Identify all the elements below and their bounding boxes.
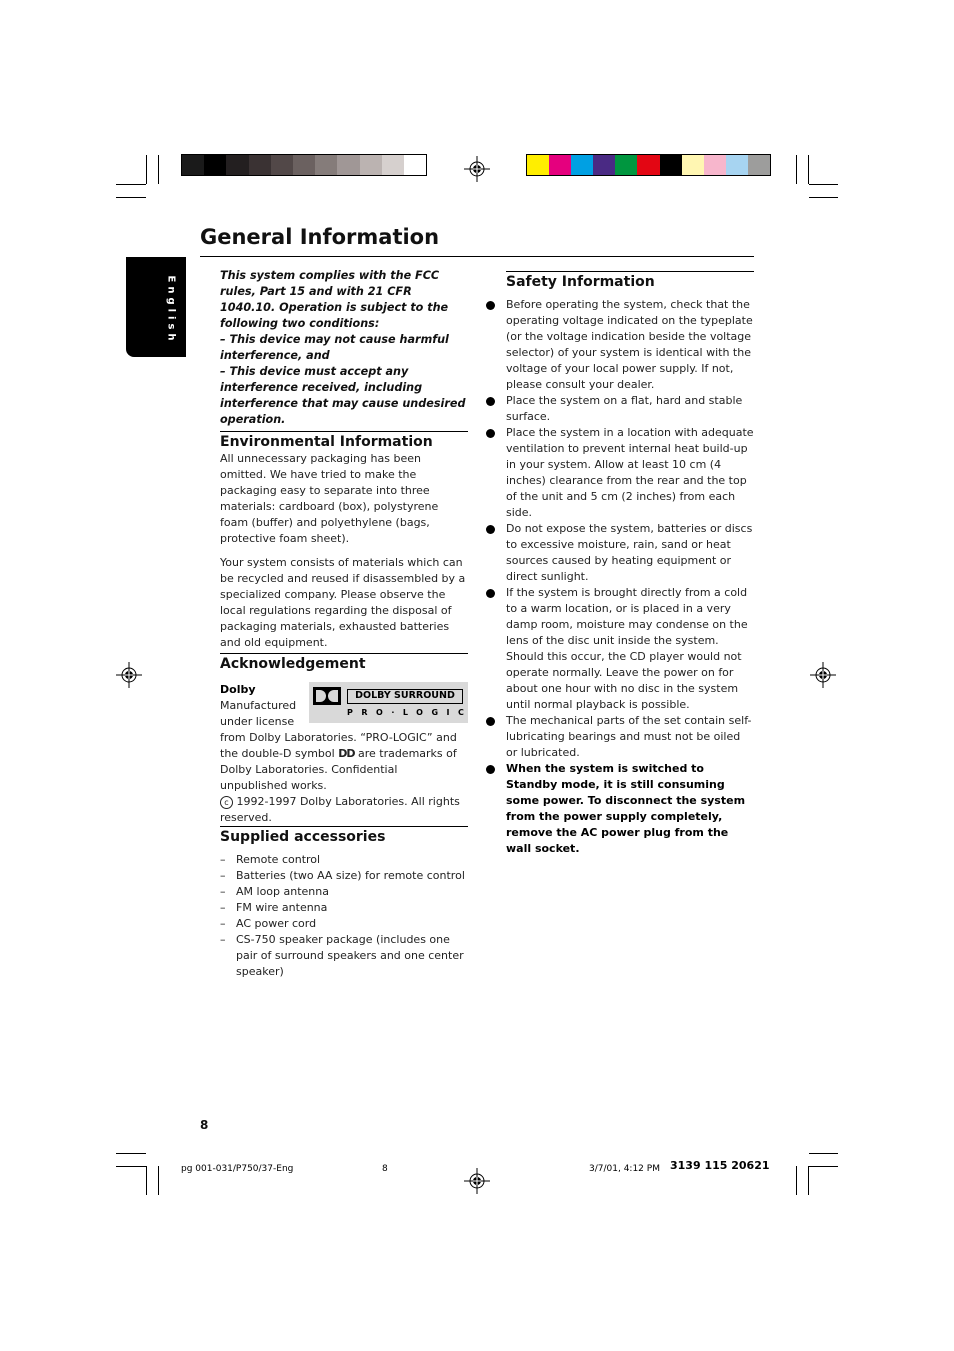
environmental-paragraph-1: All unnecessary packaging has been omitted. We have tried to make the packaging easy to separate into three materials: cardboard (box), polystyrene foam (buffer) and polyethylene (bags, protective foam sheet).	[220, 452, 439, 545]
footer-page: 8	[382, 1164, 388, 1174]
dolby-logo-name: DOLBY SURROUND	[347, 689, 463, 704]
copyright-icon: c	[220, 796, 233, 809]
color-swatch	[527, 155, 549, 175]
color-swatch	[182, 155, 204, 175]
color-swatch	[293, 155, 315, 175]
registration-mark-icon	[116, 662, 142, 688]
accessories-section	[220, 826, 468, 980]
bullet-icon	[486, 301, 495, 310]
list-item: – CS-750 speaker package (includes one pair of surround speakers and one center speaker)	[220, 932, 468, 980]
bullet-icon	[486, 765, 495, 774]
page-number: 8	[200, 1118, 209, 1132]
list-item: The mechanical parts of the set contain self-lubricating bearings and must not be oiled or lubricated.	[486, 713, 754, 761]
color-swatch	[571, 155, 593, 175]
dolby-logo	[309, 682, 473, 723]
dolby-text-line: Manufactured	[220, 699, 297, 712]
acknowledgement-heading: Acknowledgement	[220, 656, 366, 672]
list-item: – FM wire antenna	[220, 900, 468, 916]
footer-filename: pg 001-031/P750/37-Eng	[181, 1164, 294, 1174]
acknowledgement-section	[220, 653, 473, 826]
fcc-condition-2: – This device must accept any interference received, including interference that may cause undesired operation.	[220, 365, 466, 426]
color-swatch	[593, 155, 615, 175]
bullet-icon	[486, 717, 495, 726]
color-swatch	[549, 155, 571, 175]
list-item: – Batteries (two AA size) for remote control	[220, 868, 468, 884]
color-swatch	[249, 155, 271, 175]
accessories-list	[220, 852, 468, 980]
color-swatch	[337, 155, 359, 175]
color-swatch	[726, 155, 748, 175]
language-tab-label: English	[165, 275, 177, 345]
safety-heading: Safety Information	[506, 274, 655, 290]
color-bar	[526, 154, 771, 176]
list-item: – Remote control	[220, 852, 468, 868]
list-item: – AC power cord	[220, 916, 468, 932]
grayscale-bar	[181, 154, 427, 176]
color-swatch	[637, 155, 659, 175]
safety-list	[486, 297, 754, 857]
environmental-paragraph-2: Your system consists of materials which can be recycled and reused if disassembled by a specialized company. Please observe the local regulations regarding the disposal of packaging materials, exhausted batteries and old equipment.	[220, 556, 466, 649]
list-item: Place the system in a location with adequate ventilation to prevent internal heat build-up in your system. Allow at least 10 cm (4 inches) clearance from the rear and the top of the unit and 5 cm (2 inches) from each side.	[486, 425, 754, 521]
standby-warning: When the system is switched to Standby mode, it is still consuming some power. To disconnect the system from the power supply completely, remove the AC power plug from the wall socket.	[486, 761, 754, 857]
safety-section	[486, 271, 754, 857]
list-item: – AM loop antenna	[220, 884, 468, 900]
color-swatch	[704, 155, 726, 175]
color-swatch	[660, 155, 682, 175]
fcc-condition-1: – This device may not cause harmful interference, and	[220, 333, 449, 362]
title-divider	[200, 256, 754, 257]
accessories-heading: Supplied accessories	[220, 829, 386, 845]
environmental-heading: Environmental Information	[220, 434, 433, 450]
footer-date: 3/7/01, 4:12 PM	[589, 1164, 660, 1174]
color-swatch	[382, 155, 404, 175]
dolby-subheading: Dolby	[220, 683, 256, 696]
color-swatch	[404, 155, 426, 175]
color-swatch	[271, 155, 293, 175]
double-d-logo-icon	[313, 687, 341, 705]
language-tab	[126, 257, 186, 357]
list-item: Before operating the system, check that the operating voltage indicated on the typeplate (or the voltage indication beside the voltage selector) of your system is identical with the voltage of your local power supply. If not, please consult your dealer.	[486, 297, 754, 393]
dolby-text-line: under license	[220, 715, 295, 728]
dolby-trademark-text: from Dolby Laboratories. “PRO-LOGIC” and the double-D symbol DD are trademarks of Dolby Laboratories. Confidential unpublished works. c 1992-1997 Dolby Laboratories. All rights reserved.	[220, 731, 460, 824]
color-swatch	[615, 155, 637, 175]
page-title: General Information	[200, 225, 440, 249]
environmental-section	[220, 431, 468, 651]
color-swatch	[226, 155, 248, 175]
color-swatch	[315, 155, 337, 175]
list-item: If the system is brought directly from a cold to a warm location, or is placed in a very damp room, moisture may condense on the lens of the disc unit inside the system. Should this occur, the CD player would not operate normally. Leave the power on for about one hour with no disc in the system until normal playback is possible.	[486, 585, 754, 713]
color-swatch	[204, 155, 226, 175]
color-swatch	[682, 155, 704, 175]
registration-mark-icon	[810, 662, 836, 688]
bullet-icon	[486, 429, 495, 438]
footer-code: 3139 115 20621	[670, 1159, 770, 1172]
fcc-intro: This system complies with the FCC rules, Part 15 and with 21 CFR 1040.10. Operation is subject to the following two conditions:	[220, 269, 449, 330]
dolby-logo-subtitle: PRO·LOGIC	[347, 708, 473, 717]
list-item: Do not expose the system, batteries or discs to excessive moisture, rain, sand or heat sources caused by heating equipment or direct sunlight.	[486, 521, 754, 585]
list-item: Place the system on a flat, hard and stable surface.	[486, 393, 754, 425]
registration-mark-icon	[464, 156, 490, 182]
registration-mark-icon	[464, 1168, 490, 1194]
bullet-icon	[486, 525, 495, 534]
double-d-symbol: DD	[338, 747, 355, 760]
color-swatch	[360, 155, 382, 175]
bullet-icon	[486, 589, 495, 598]
color-swatch	[748, 155, 770, 175]
bullet-icon	[486, 397, 495, 406]
fcc-notice	[220, 268, 468, 428]
